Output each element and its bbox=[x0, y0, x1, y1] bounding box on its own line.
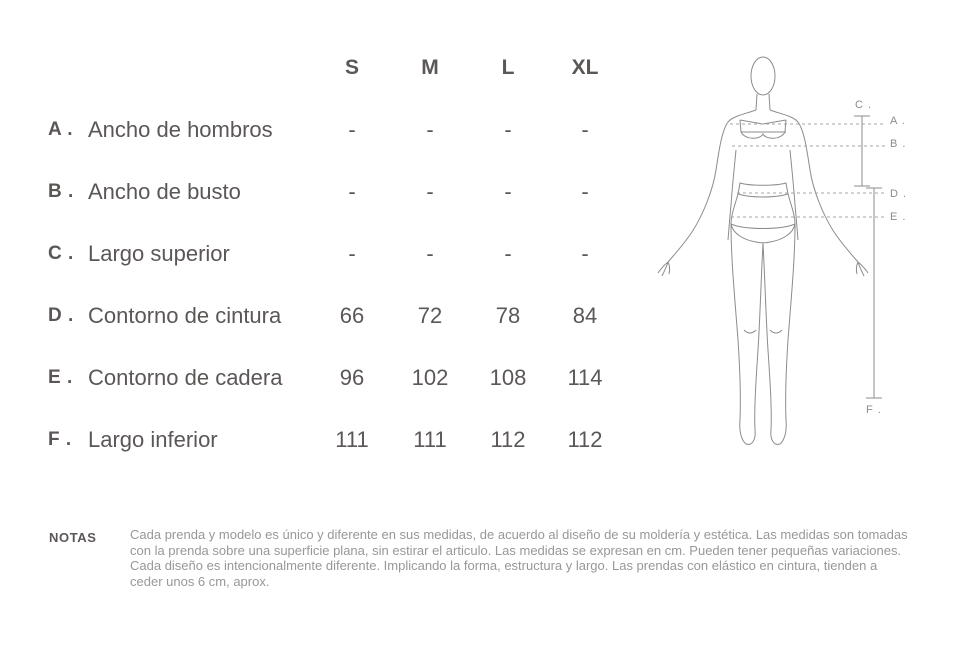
row-label: Ancho de hombros bbox=[88, 117, 273, 142]
cell-xl: - bbox=[581, 179, 589, 204]
row-letter: E . bbox=[48, 367, 73, 388]
cell-l: - bbox=[504, 179, 512, 204]
cell-s: 96 bbox=[339, 365, 365, 390]
cell-m: - bbox=[426, 179, 434, 204]
cell-xl: - bbox=[581, 117, 589, 142]
figure-label-c: C . bbox=[855, 99, 873, 111]
body-measurement-figure bbox=[650, 52, 920, 452]
cell-xl: 84 bbox=[572, 303, 598, 328]
cell-m: 102 bbox=[411, 365, 449, 390]
cell-xl: 112 bbox=[567, 427, 603, 452]
row-label: Largo superior bbox=[88, 241, 230, 266]
size-header-xl: XL bbox=[571, 56, 599, 79]
cell-m: - bbox=[426, 117, 434, 142]
cell-xl: 114 bbox=[567, 365, 603, 390]
cell-s: - bbox=[348, 179, 356, 204]
notes-title: NOTAS bbox=[49, 530, 97, 545]
row-letter: B . bbox=[48, 181, 74, 202]
measure-row-b bbox=[48, 181, 628, 211]
figure-label-e: E . bbox=[890, 211, 907, 223]
cell-m: - bbox=[426, 241, 434, 266]
cell-l: - bbox=[504, 117, 512, 142]
cell-s: 111 bbox=[335, 427, 369, 452]
notes-text: Cada prenda y modelo es único y diferente en sus medidas, de acuerdo al diseño de su moldería y estética. Las medidas son tomadas con la prenda sobre una superficie plana, sin estirar el articulo. Las medidas se expresan en cm. Pueden tener pequeñas variaciones. Cada diseño es intencionalmente diferente. Implicando la forma, estructura y largo. Las prendas con elástico en cintura, tienden a ceder unos 6 cm, aprox. bbox=[130, 527, 908, 589]
row-label: Contorno de cadera bbox=[88, 365, 283, 390]
figure-label-f: F . bbox=[866, 404, 882, 416]
cell-l: - bbox=[504, 241, 512, 266]
size-header-s: S bbox=[344, 56, 359, 79]
cell-l: 112 bbox=[490, 427, 526, 452]
row-letter: D . bbox=[48, 305, 74, 326]
measure-row-d bbox=[48, 305, 628, 335]
row-label: Ancho de busto bbox=[88, 179, 241, 204]
row-label: Largo inferior bbox=[88, 427, 218, 452]
row-letter: F . bbox=[48, 429, 72, 450]
row-label: Contorno de cintura bbox=[88, 303, 282, 328]
measure-row-c bbox=[48, 243, 628, 273]
figure-label-a: A . bbox=[890, 115, 906, 127]
size-header-m: M bbox=[421, 56, 439, 79]
cell-m: 111 bbox=[413, 427, 447, 452]
cell-xl: - bbox=[581, 241, 589, 266]
row-letter: C . bbox=[48, 243, 74, 264]
cell-l: 78 bbox=[495, 303, 521, 328]
cell-s: - bbox=[348, 241, 356, 266]
size-header-l: L bbox=[501, 56, 515, 79]
cell-m: 72 bbox=[417, 303, 443, 328]
row-letter: A . bbox=[48, 119, 74, 140]
figure-label-b: B . bbox=[890, 138, 907, 150]
measure-row-a bbox=[48, 119, 628, 149]
figure-label-d: D . bbox=[890, 188, 908, 200]
figure-head bbox=[751, 57, 775, 95]
cell-s: - bbox=[348, 117, 356, 142]
measure-row-e bbox=[48, 367, 628, 397]
measure-row-f bbox=[48, 429, 628, 459]
cell-l: 108 bbox=[489, 365, 527, 390]
cell-s: 66 bbox=[339, 303, 365, 328]
